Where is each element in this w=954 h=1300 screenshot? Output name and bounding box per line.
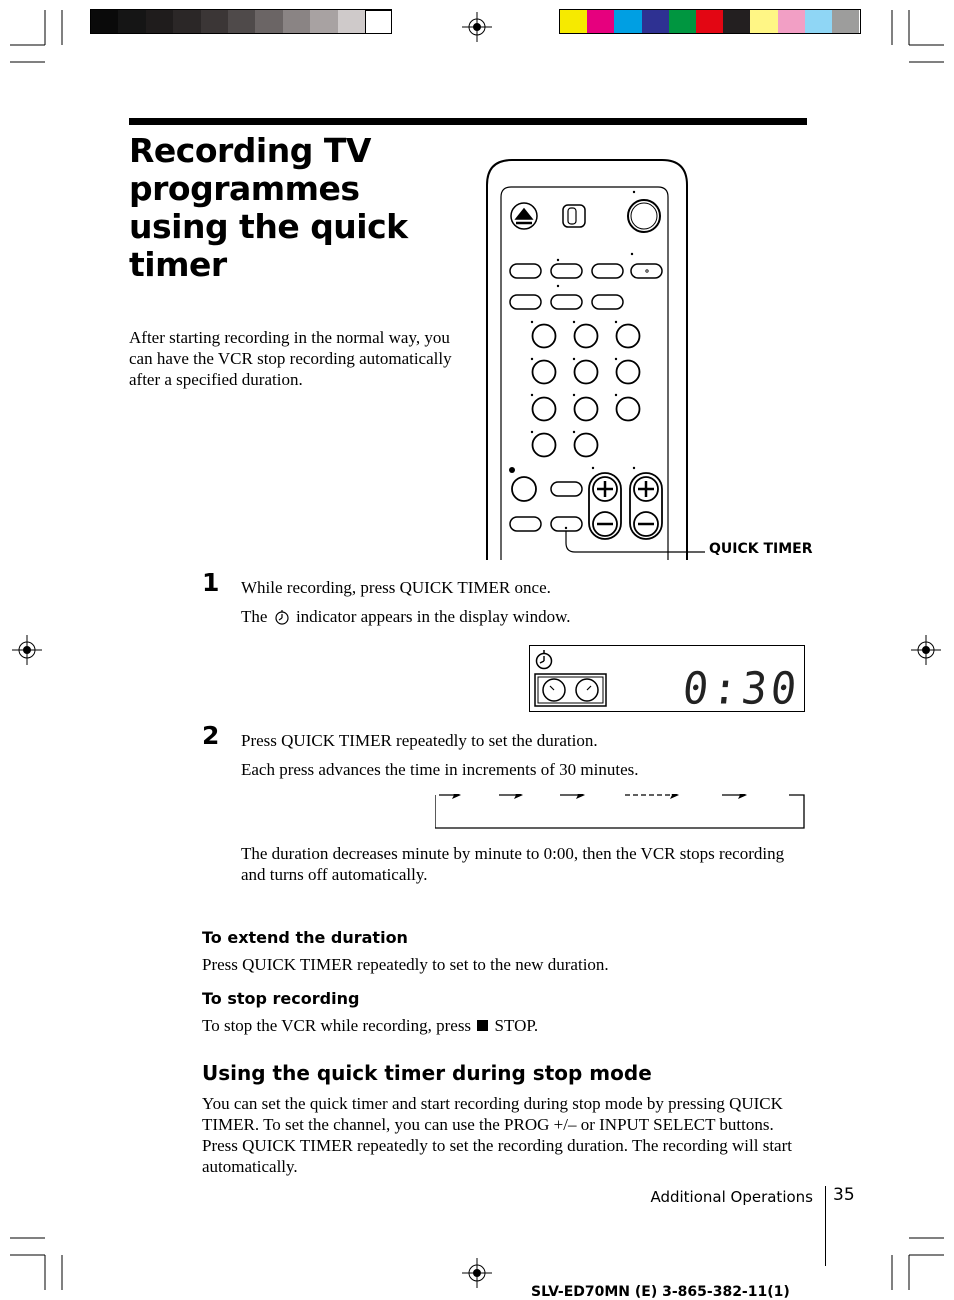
step-2-number: 2	[202, 721, 220, 750]
registration-mark-top	[462, 12, 492, 42]
stop-mode-paragraph: You can set the quick timer and start recording during stop mode by pressing QUICK TIMER. To set the channel, you can use the PROG +/– or INPUT SELECT buttons. Press QUICK TIMER repeatedly to set the recording duration. The recording will start automatically.	[202, 1094, 792, 1176]
remote-control-illustration	[480, 155, 810, 565]
stop-mode-heading: Using the quick timer during stop mode	[202, 1061, 652, 1085]
step-1-result: The indicator appears in the display window.	[241, 607, 571, 626]
page-title: Recording TV programmes using the quick timer	[129, 131, 408, 284]
extend-heading: To extend the duration	[202, 928, 408, 947]
number-keypad	[533, 325, 640, 457]
step-1-number: 1	[202, 568, 220, 597]
record-button-icon	[512, 477, 536, 501]
vcr-display-window	[529, 645, 805, 715]
registration-mark-right	[911, 635, 941, 665]
registration-mark-bottom	[462, 1258, 492, 1288]
quick-timer-callout-label: QUICK TIMER	[709, 541, 813, 557]
step-2-instruction: Press QUICK TIMER repeatedly to set the duration.	[241, 731, 598, 750]
plus-minus-rockers	[589, 473, 662, 539]
stop-square-icon	[477, 1020, 488, 1031]
footer-section-label: Additional Operations	[650, 1188, 813, 1206]
timer-indicator-icon	[274, 609, 290, 625]
registration-mark-left	[12, 635, 42, 665]
stop-text: To stop the VCR while recording, press STOP.	[202, 1016, 539, 1035]
footer-divider	[825, 1186, 826, 1266]
step-2-detail: Each press advances the time in increments of 30 minutes.	[241, 760, 639, 779]
duration-flow-diagram	[435, 794, 805, 829]
eject-icon	[511, 203, 537, 229]
step-2-note: The duration decreases minute by minute to 0:00, then the VCR stops recording and turns off automatically.	[241, 844, 785, 884]
extend-text: Press QUICK TIMER repeatedly to set to the new duration.	[202, 955, 609, 974]
record-indicator-icon	[509, 467, 515, 473]
step-1-instruction: While recording, press QUICK TIMER once.	[241, 578, 551, 597]
title-rule	[129, 118, 807, 125]
power-button-icon	[628, 200, 660, 232]
footer-model-code: SLV-ED70MN (E) 3-865-382-11(1)	[531, 1284, 790, 1300]
display-time-readout: 0:30	[680, 662, 803, 715]
stop-heading: To stop recording	[202, 989, 360, 1008]
page-number: 35	[833, 1185, 855, 1205]
quick-timer-display-icon	[537, 650, 552, 669]
cassette-icon	[535, 674, 606, 706]
intro-paragraph: After starting recording in the normal way, you can have the VCR stop recording automatically after a specified duration.	[129, 328, 452, 389]
